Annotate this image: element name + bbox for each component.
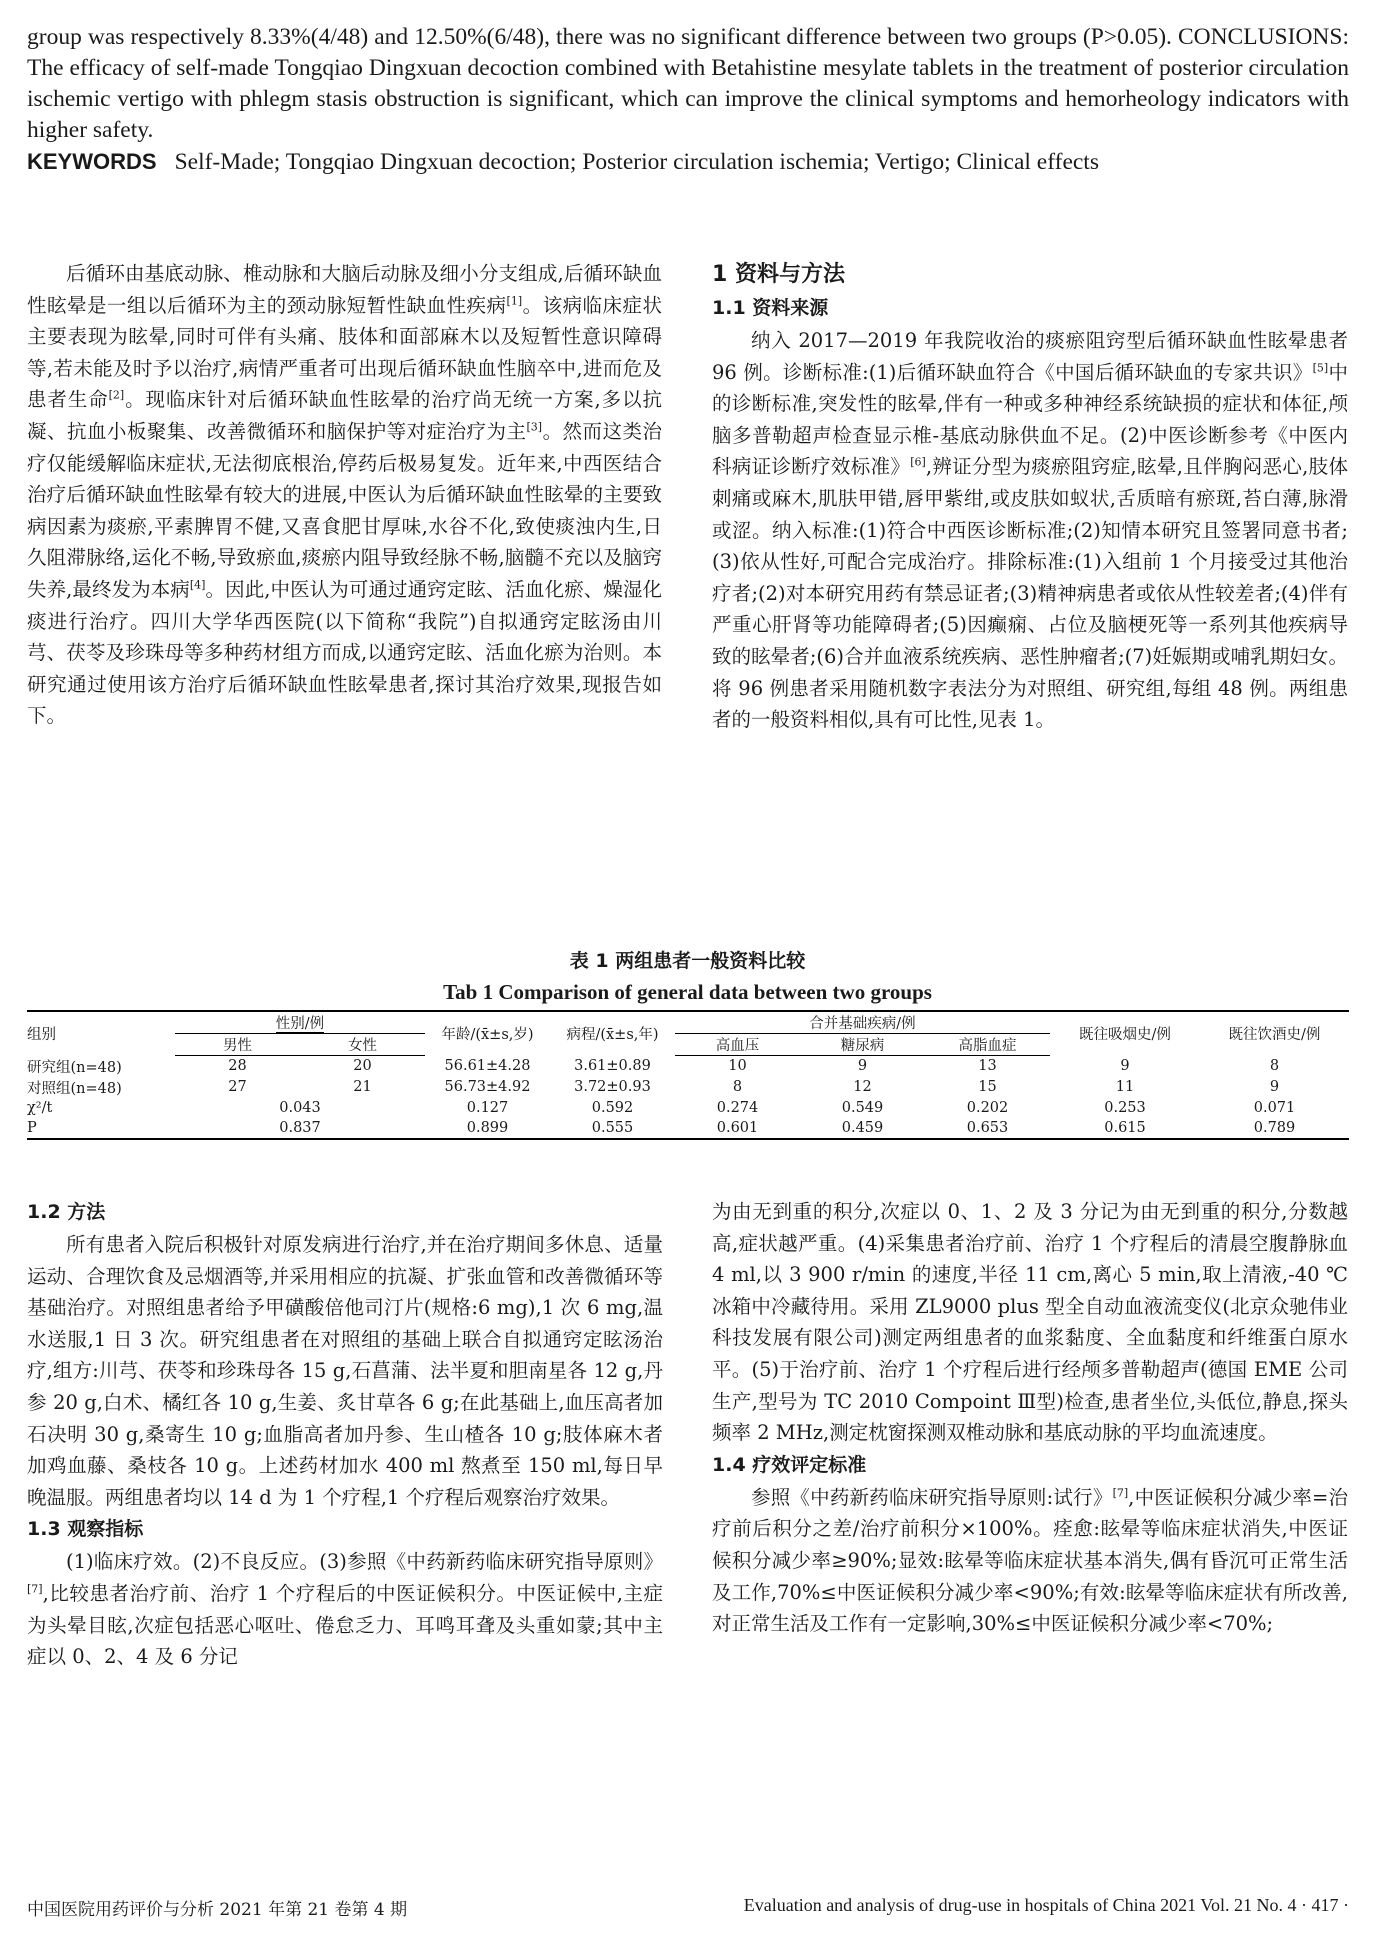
ref-2[interactable]: [2] — [108, 388, 125, 402]
ref-7[interactable]: [7] — [27, 1582, 43, 1596]
section-1-1-text: 纳入 2017—2019 年我院收治的痰瘀阻窍型后循环缺血性眩晕患者 96 例。诊断标准:(1)后循环缺血符合《中国后循环缺血的专家共识》[5]中的诊断标准,突发性的眩晕,伴有一种或多种神经系统缺损的症状和体征,颅脑多普勒超声检查显示椎-基底动脉供血不足。(2)中医诊断参考《中医内科病证诊断疗效标准》[6],辨证分型为痰瘀阻窍症,眩晕,且伴胸闷恶心,肢体刺痛或麻木,肌肤甲错,唇甲紫绀,或皮肤如蚁状,舌质暗有瘀斑,苔白薄,脉滑或涩。纳入标准:(1)符合中西医诊断标准;(2)知情本研究且签署同意书者;(3)依从性好,可配合完成治疗。排除标准:(1)入组前 1 个月接受过其他治疗者;(2)对本研究用药有禁忌证者;(3)精神病患者或依从性较差者;(4)伴有严重心肝肾等功能障碍者;(5)因癫痫、占位及脑梗死等一系列其他疾病导致的眩晕者;(6)合并血液系统疾病、恶性肿瘤者;(7)妊娠期或哺乳期妇女。将 96 例患者采用随机数字表法分为对照组、研究组,每组 48 例。两组患者的一般资料相似,具有可比性,见表 1。 — [712, 329, 1348, 732]
ref-5[interactable]: [5] — [1312, 361, 1329, 375]
section-1-1-heading: 1.1 资料来源 — [712, 297, 829, 319]
table-row: P 0.837 0.899 0.555 0.601 0.459 0.653 0.615 0.789 — [27, 1118, 1349, 1139]
keywords-text: Self-Made; Tongqiao Dingxuan decoction; Posterior circulation ischemia; Vertigo; Clinical effects — [174, 149, 1099, 175]
intro-column — [27, 258, 662, 732]
english-abstract — [27, 22, 1349, 178]
col-smoking: 既往吸烟史/例 — [1050, 1011, 1200, 1056]
col-course: 病程/(x̄±s,年) — [550, 1011, 675, 1056]
ref-4[interactable]: [4] — [189, 578, 206, 592]
section-1-4-heading: 1.4 疗效评定标准 — [712, 1453, 867, 1476]
table-row: χ²/t 0.043 0.127 0.592 0.274 0.549 0.202 0.253 0.071 — [27, 1099, 1296, 1116]
col-hyperlipidemia: 高脂血症 — [925, 1034, 1050, 1056]
section-1-2-text: 所有患者入院后积极针对原发病进行治疗,并在治疗期间多休息、适量运动、合理饮食及忌烟酒等,并采用相应的抗凝、扩张血管和改善微循环等基础治疗。对照组患者给予甲磺酸倍他司汀片(规格:6 mg),1 次 6 mg,温水送服,1 日 3 次。研究组患者在对照组的基础上联合自拟通窍定眩汤治疗,组方:川芎、茯苓和珍珠母各 15 g,石菖蒲、法半夏和胆南星各 12 g,丹参 20 g,白术、橘红各 10 g,生姜、炙甘草各 6 g;在此基础上,血压高者加石决明 30 g,桑寄生 10 g;血脂高者加丹参、生山楂各 10 g;肢体麻木者加鸡血藤、桑枝各 10 g。上述药材加水 400 ml 熬煮至 150 ml,每日早晚温服。两组患者均以 14 d 为 1 个疗程,1 个疗程后观察治疗效果。 — [27, 1233, 663, 1509]
section-1-2-heading: 1.2 方法 — [27, 1201, 106, 1223]
ref-1[interactable]: [1] — [506, 294, 523, 308]
abstract-text: group was respectively 8.33%(4/48) and 12.50%(6/48), there was no significant difference between two groups (P>0.05). CONCLUSIONS: The efficacy of self-made Tongqiao Dingxuan decoction combined with Betahistine mesylate tablets in the treatment of posterior circulation ischemic vertigo with phlegm stasis obstruction is significant, which can improve the clinical symptoms and hemorheology indicators with higher safety. — [27, 24, 1349, 143]
section-1-3-text: (1)临床疗效。(2)不良反应。(3)参照《中药新药临床研究指导原则》[7],比较患者治疗前、治疗 1 个疗程后的中医证候积分。中医证候中,主症为头晕目眩,次症包括恶心呕吐、倦怠乏力、耳鸣耳聋及头重如蒙;其中主症以 0、2、4 及 6 分记 — [27, 1550, 663, 1669]
col-diabetes: 糖尿病 — [800, 1034, 925, 1056]
col-comorbidity: 合并基础疾病/例 — [675, 1011, 1050, 1034]
keywords-line — [27, 146, 1349, 178]
ref-3[interactable]: [3] — [526, 420, 543, 434]
footer-journal-en: Evaluation and analysis of drug-use in hospitals of China 2021 Vol. 21 No. 4 · 417 · — [743, 1895, 1349, 1915]
table-header-row — [27, 1011, 1349, 1034]
intro-paragraph: 后循环由基底动脉、椎动脉和大脑后动脉及细小分支组成,后循环缺血性眩晕是一组以后循环为主的颈动脉短暂性缺血性疾病[1]。该病临床症状主要表现为眩晕,同时可伴有头痛、肢体和面部麻木以及短暂性意识障碍等,若未能及时予以治疗,病情严重者可出现后循环缺血性脑卒中,进而危及患者生命[2]。现临床针对后循环缺血性眩晕的治疗尚无统一方案,多以抗凝、抗血小板聚集、改善微循环和脑保护等对症治疗为主[3]。然而这类治疗仅能缓解临床症状,无法彻底根治,停药后极易复发。近年来,中西医结合治疗后循环缺血性眩晕有较大的进展,中医认为后循环缺血性眩晕的主要致病因素为痰瘀,平素脾胃不健,又喜食肥甘厚味,水谷不化,致使痰浊内生,日久阻滞脉络,运化不畅,导致瘀血,痰瘀内阻导致经脉不畅,脑髓不充以及脑窍失养,最终发为本病[4]。因此,中医认为可通过通窍定眩、活血化瘀、燥湿化痰进行治疗。四川大学华西医院(以下简称“我院”)自拟通窍定眩汤由川芎、茯苓及珍珠母等多种药材组方而成,以通窍定眩、活血化瘀为治则。本研究通过使用该方治疗后循环缺血性眩晕患者,探讨其治疗效果,现报告如下。 — [27, 262, 663, 728]
lower-right-column — [712, 1196, 1348, 1640]
lower-left-column — [27, 1196, 663, 1673]
ref-7b[interactable]: [7] — [1112, 1486, 1129, 1500]
section-1-3-heading: 1.3 观察指标 — [27, 1518, 144, 1541]
table-row: 研究组(n=48) 28 20 56.61±4.28 3.61±0.89 10 9 13 9 8 — [27, 1058, 1280, 1076]
col-male: 男性 — [175, 1034, 300, 1056]
general-data-table — [27, 1010, 1349, 1140]
section-1-4-text: 参照《中药新药临床研究指导原则:试行》[7],中医证候积分减少率=治疗前后积分之差/治疗前积分×100%。痊愈:眩晕等临床症状消失,中医证候积分减少率≥90%;显效:眩晕等临床症状基本消失,偶有昏沉可正常生活及工作,70%≤中医证候积分减少率<90%;有效:眩晕等临床症状有所改善,对正常生活及工作有一定影响,30%≤中医证候积分减少率<70%; — [712, 1485, 1348, 1636]
col-group: 组别 — [27, 1011, 175, 1056]
methods-column — [712, 258, 1348, 736]
table-caption-en: Tab 1 Comparison of general data between two groups — [443, 980, 932, 1004]
table-caption-cn: 表 1 两组患者一般资料比较 — [569, 950, 806, 972]
section-1-3-continued: 为由无到重的积分,次症以 0、1、2 及 3 分记为由无到重的积分,分数越高,症状越严重。(4)采集患者治疗前、治疗 1 个疗程后的清晨空腹静脉血 4 ml,以 3 900 r/min 的速度,半径 11 cm,离心 5 min,取上清液,-40 ℃冰箱中冷藏待用。采用 ZL9000 plus 型全自动血液流变仪(北京众驰伟业科技发展有限公司)测定两组患者的血浆黏度、全血黏度和纤维蛋白原水平。(5)于治疗前、治疗 1 个疗程后进行经颅多普勒超声(德国 EME 公司生产,型号为 TC 2010 Compoint Ⅲ型)检查,患者坐位,头低位,静息,探头频率 2 MHz,测定枕窗探测双椎动脉和基底动脉的平均血流速度。 — [712, 1200, 1348, 1445]
col-drinking: 既往饮酒史/例 — [1200, 1011, 1349, 1056]
col-sex: 性别/例 — [175, 1011, 425, 1034]
section-1-heading: 1 资料与方法 — [712, 262, 845, 287]
col-female: 女性 — [300, 1034, 425, 1056]
footer-journal-cn: 中国医院用药评价与分析 2021 年第 21 卷第 4 期 — [27, 1900, 408, 1920]
ref-6[interactable]: [6] — [910, 455, 926, 469]
keywords-label: KEYWORDS — [27, 149, 157, 174]
col-hypertension: 高血压 — [675, 1034, 800, 1056]
col-age: 年龄/(x̄±s,岁) — [425, 1011, 550, 1056]
table-row: 对照组(n=48) 27 21 56.73±4.92 3.72±0.93 8 12 15 11 9 — [27, 1079, 1280, 1097]
